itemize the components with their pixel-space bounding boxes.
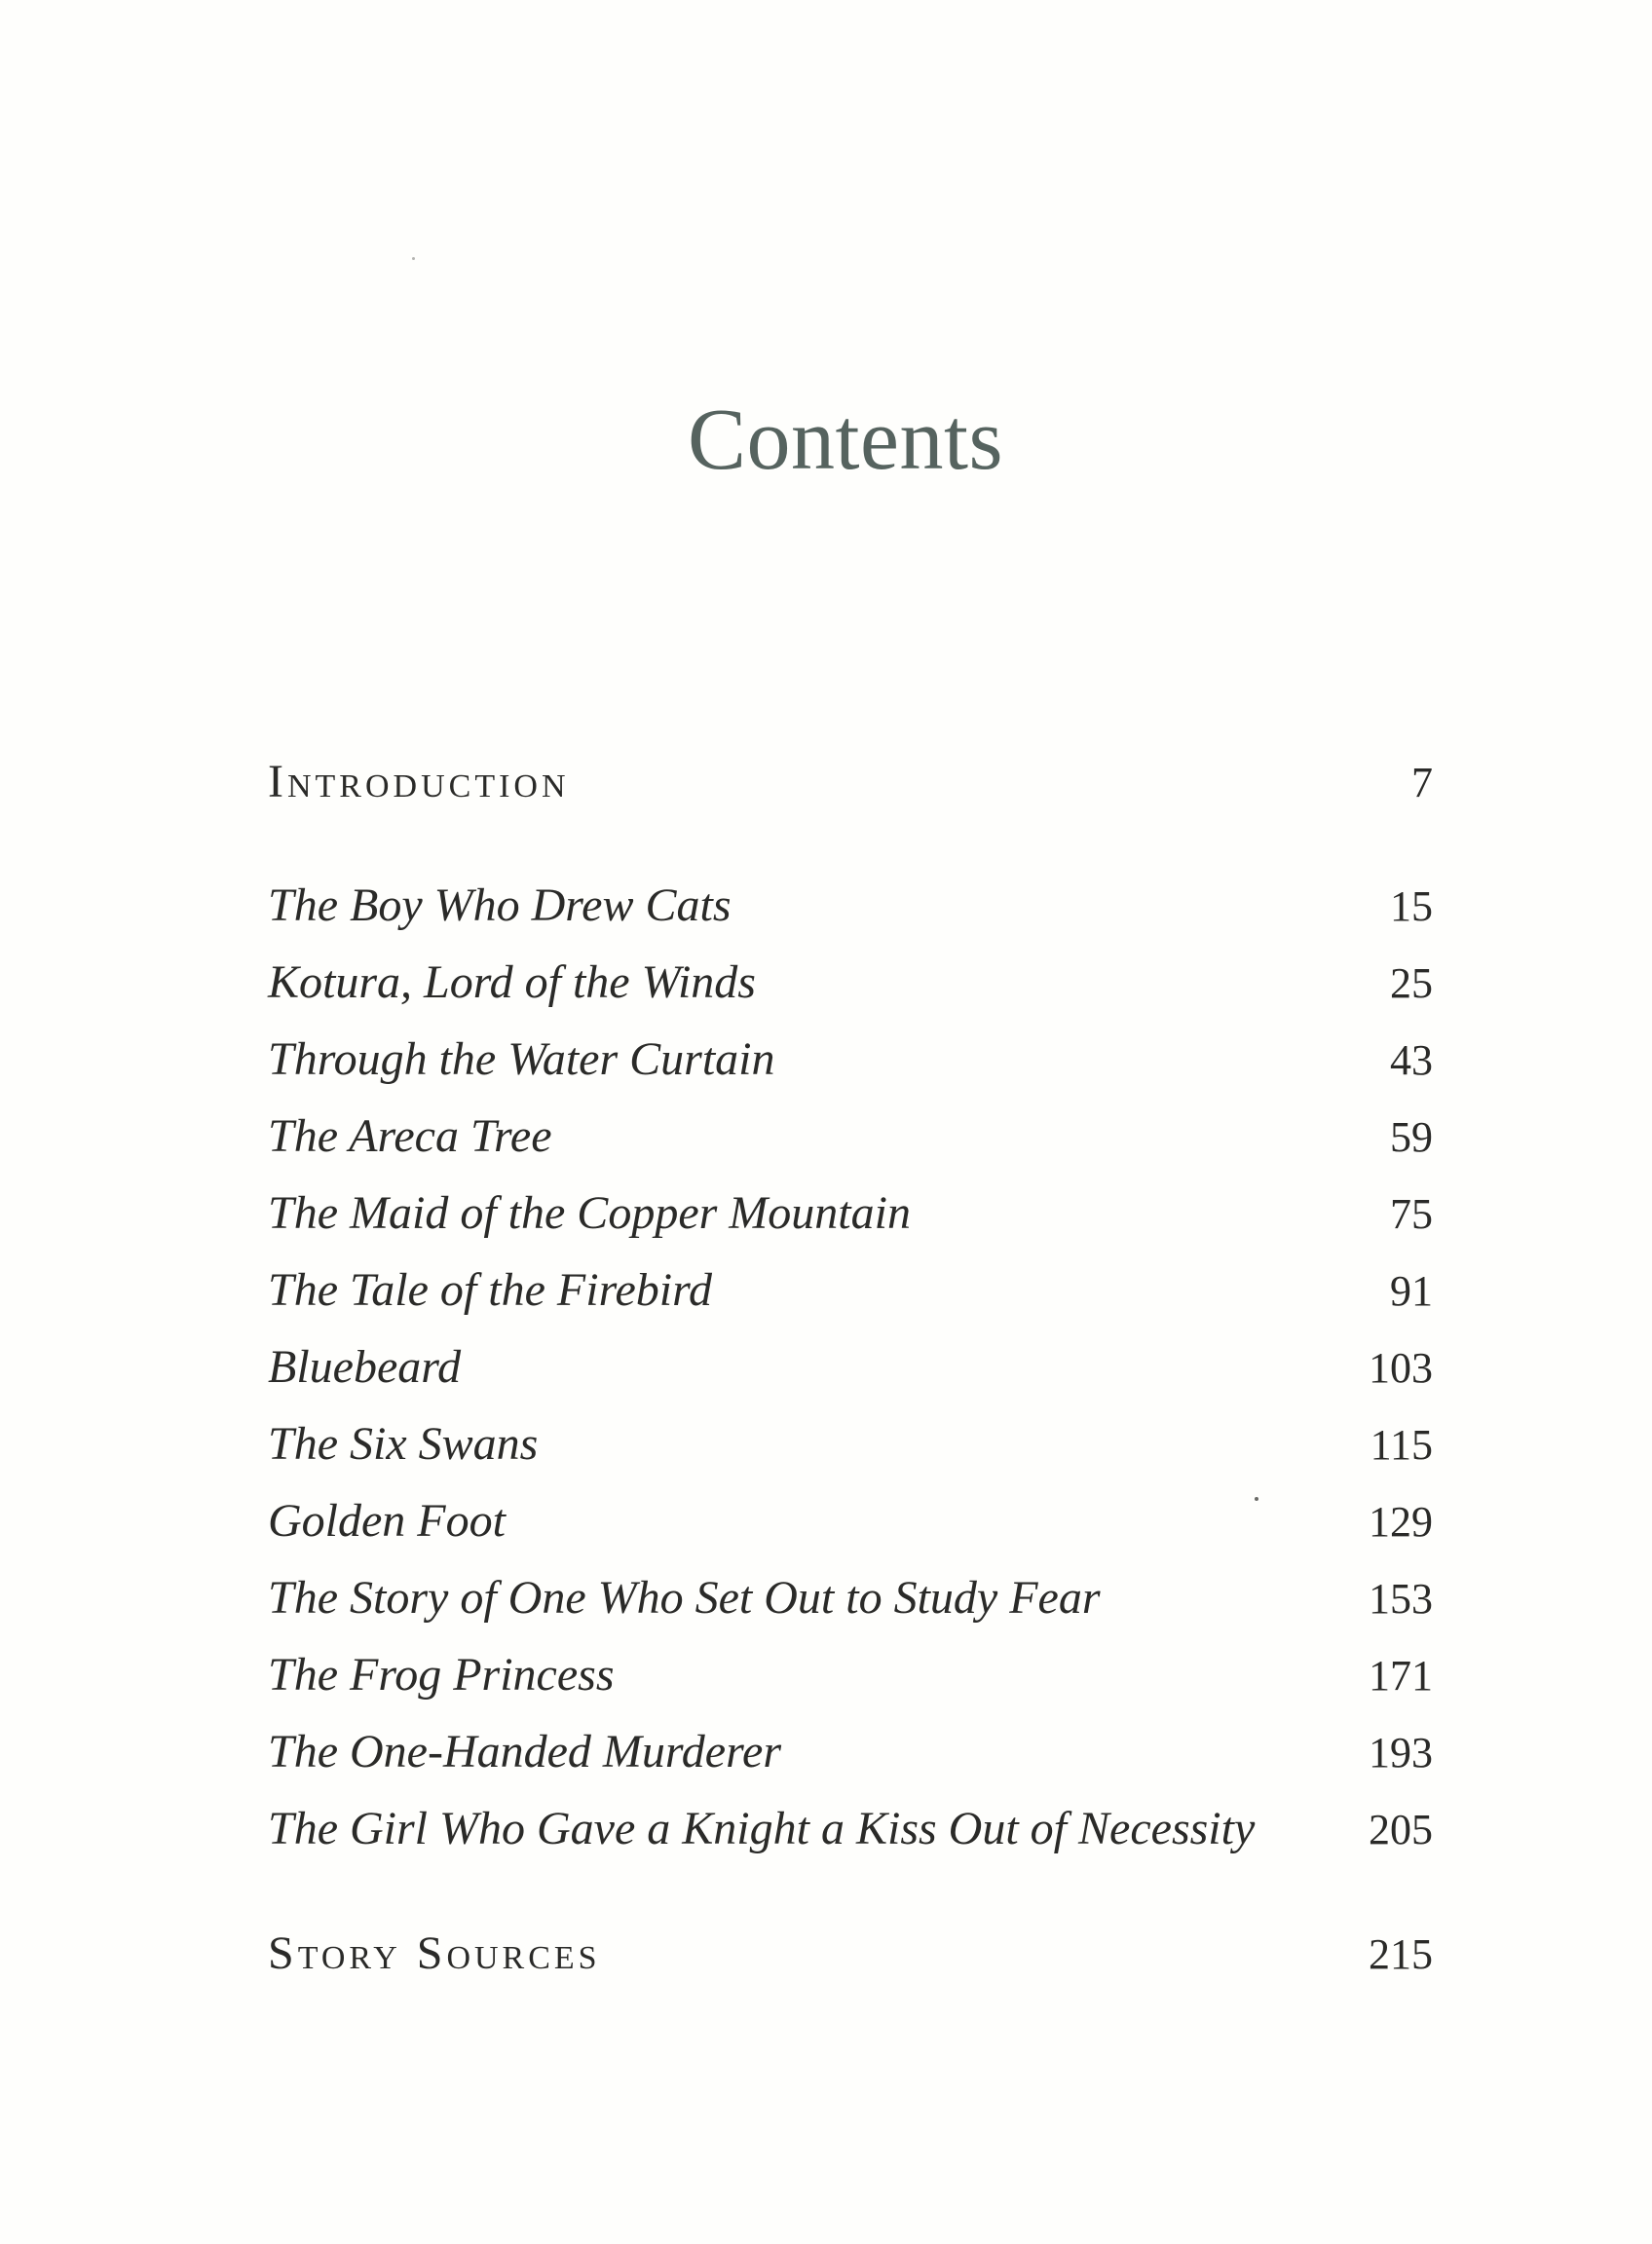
toc-entry[interactable] xyxy=(268,879,1433,932)
toc-entry[interactable] xyxy=(268,1725,1433,1778)
scan-speck xyxy=(1255,1497,1258,1501)
toc-entry-label: The Frog Princess xyxy=(268,1649,615,1701)
toc-entry-label: The Six Swans xyxy=(268,1418,539,1470)
page-title: Contents xyxy=(687,392,1003,488)
toc-entry-page: 43 xyxy=(1390,1036,1433,1084)
toc-entry[interactable] xyxy=(268,1340,1433,1394)
toc-entry-label: Kotura, Lord of the Winds xyxy=(268,956,756,1008)
toc-entry-page: 59 xyxy=(1390,1113,1433,1161)
toc-entry[interactable] xyxy=(268,955,1433,1009)
toc-entry-label: Golden Foot xyxy=(268,1495,506,1547)
toc-entry-page: 115 xyxy=(1370,1421,1433,1469)
toc-entry[interactable] xyxy=(268,1648,1433,1702)
toc-entry-label: The Girl Who Gave a Knight a Kiss Out of Necessity xyxy=(268,1803,1256,1854)
toc-entry-label: Introduction xyxy=(268,756,570,807)
toc-entry-page: 171 xyxy=(1369,1652,1433,1700)
toc-entry-page: 91 xyxy=(1390,1267,1433,1315)
toc-entry-page: 103 xyxy=(1369,1344,1433,1392)
toc-entry[interactable] xyxy=(268,1417,1433,1471)
toc-entry-page: 153 xyxy=(1369,1575,1433,1623)
toc-entry-page: 129 xyxy=(1369,1498,1433,1546)
toc-entry[interactable] xyxy=(268,1571,1433,1625)
toc-entry[interactable] xyxy=(268,1494,1433,1548)
toc-entry-label: The Areca Tree xyxy=(268,1110,552,1162)
toc-entry-page: 193 xyxy=(1369,1729,1433,1776)
toc-entry[interactable] xyxy=(268,1109,1433,1163)
toc-entry-label: The Boy Who Drew Cats xyxy=(268,879,732,931)
toc-entry[interactable] xyxy=(268,1802,1433,1855)
toc-entry-label: Bluebeard xyxy=(268,1341,462,1393)
toc-entry-page: 15 xyxy=(1390,882,1433,930)
toc-entry-introduction[interactable] xyxy=(268,755,1433,808)
toc-entry[interactable] xyxy=(268,1032,1433,1086)
toc-entry-page: 205 xyxy=(1369,1806,1433,1853)
toc-entry-page: 25 xyxy=(1390,959,1433,1007)
toc-entry-page: 7 xyxy=(1411,759,1433,806)
toc-entry-label: Story Sources xyxy=(268,1927,601,1979)
toc-entry[interactable] xyxy=(268,1263,1433,1317)
scan-speck xyxy=(412,257,415,260)
toc-entry-story-sources[interactable] xyxy=(268,1926,1433,1980)
toc-entry-label: The One-Handed Murderer xyxy=(268,1726,781,1777)
toc-entry-label: The Tale of the Firebird xyxy=(268,1264,712,1316)
toc-entry-label: The Story of One Who Set Out to Study Fear xyxy=(268,1572,1101,1624)
toc-entry-page: 215 xyxy=(1369,1930,1433,1978)
toc-entry[interactable] xyxy=(268,1186,1433,1240)
toc-entry-label: Through the Water Curtain xyxy=(268,1033,775,1085)
toc-entry-label: The Maid of the Copper Mountain xyxy=(268,1187,911,1239)
toc-entry-page: 75 xyxy=(1390,1190,1433,1238)
